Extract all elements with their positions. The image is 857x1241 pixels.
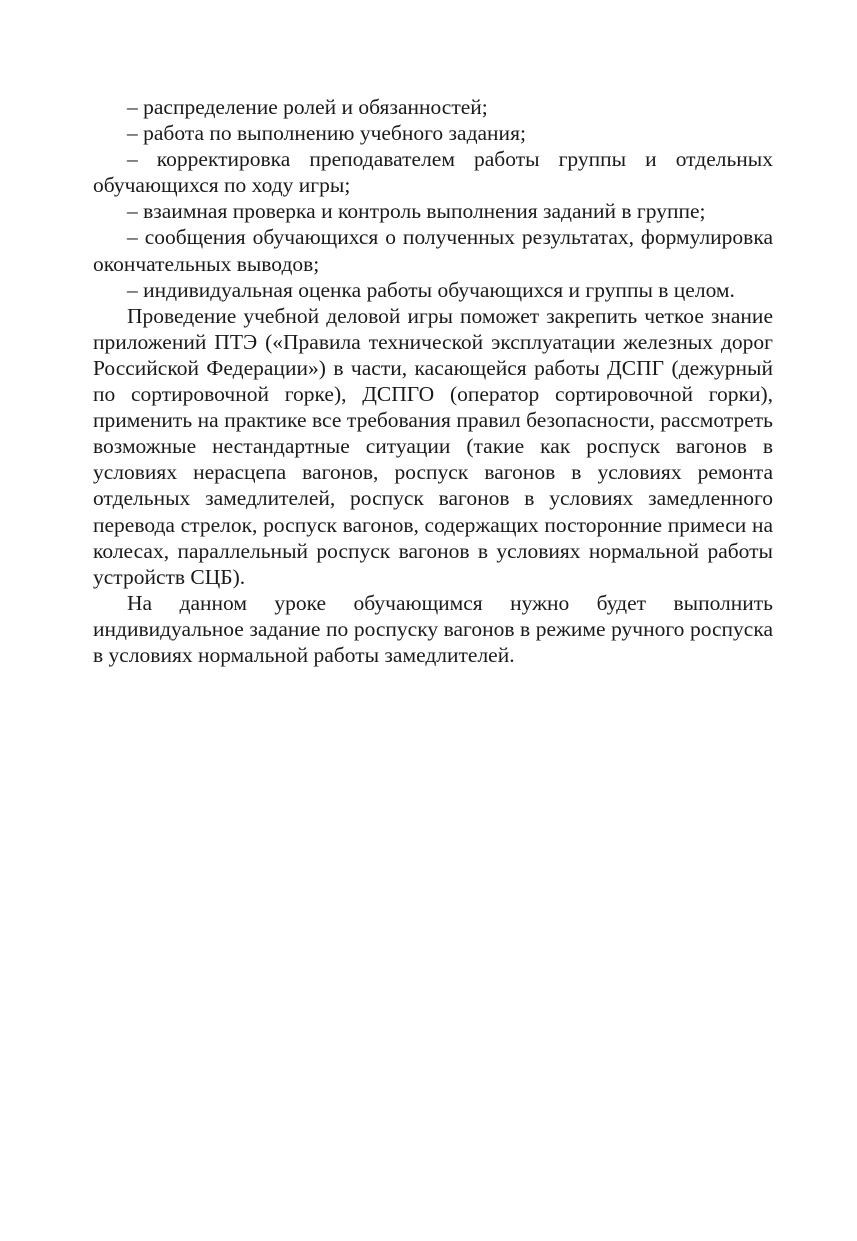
list-item: – индивидуальная оценка работы обучающихся и группы в целом. [127, 277, 735, 302]
list-item: – взаимная проверка и контроль выполнения заданий в группе; [127, 199, 706, 224]
list-item: – корректировка преподавателем работы группы и отдельных обучающихся по ходу игры; [93, 147, 773, 198]
list-item: – распределение ролей и обязанностей; [127, 95, 488, 119]
paragraph: На данном уроке обучающимся нужно будет выполнить индивидуальное задание по роспуску вагонов в режиме ручного роспуска в условиях нормальной работы замедлителей. [93, 590, 773, 667]
list-item: – работа по выполнению учебного задания; [127, 121, 526, 146]
document-body [93, 94, 773, 668]
paragraph: Проведение учебной деловой игры поможет закрепить четкое знание приложений ПТЭ («Правила технической эксплуатации железных дорог Российской Федерации») в части, касающейся работы ДСПГ (дежурный по сортировочной горке), ДСПГО (оператор сортировочной горки), применить на практике все требования правил безопасности, рассмотреть возможные нестандартные ситуации (такие как роспуск вагонов в условиях нерасцепа вагонов, роспуск вагонов в условиях ремонта отдельных замедлителей, роспуск вагонов в условиях замедленного перевода стрелок, роспуск вагонов, содержащих посторонние примеси на колесах, параллельный роспуск вагонов в условиях нормальной работы устройств СЦБ). [93, 303, 773, 589]
list-item: – сообщения обучающихся о полученных результатах, формулировка окончательных выводов; [93, 225, 773, 276]
